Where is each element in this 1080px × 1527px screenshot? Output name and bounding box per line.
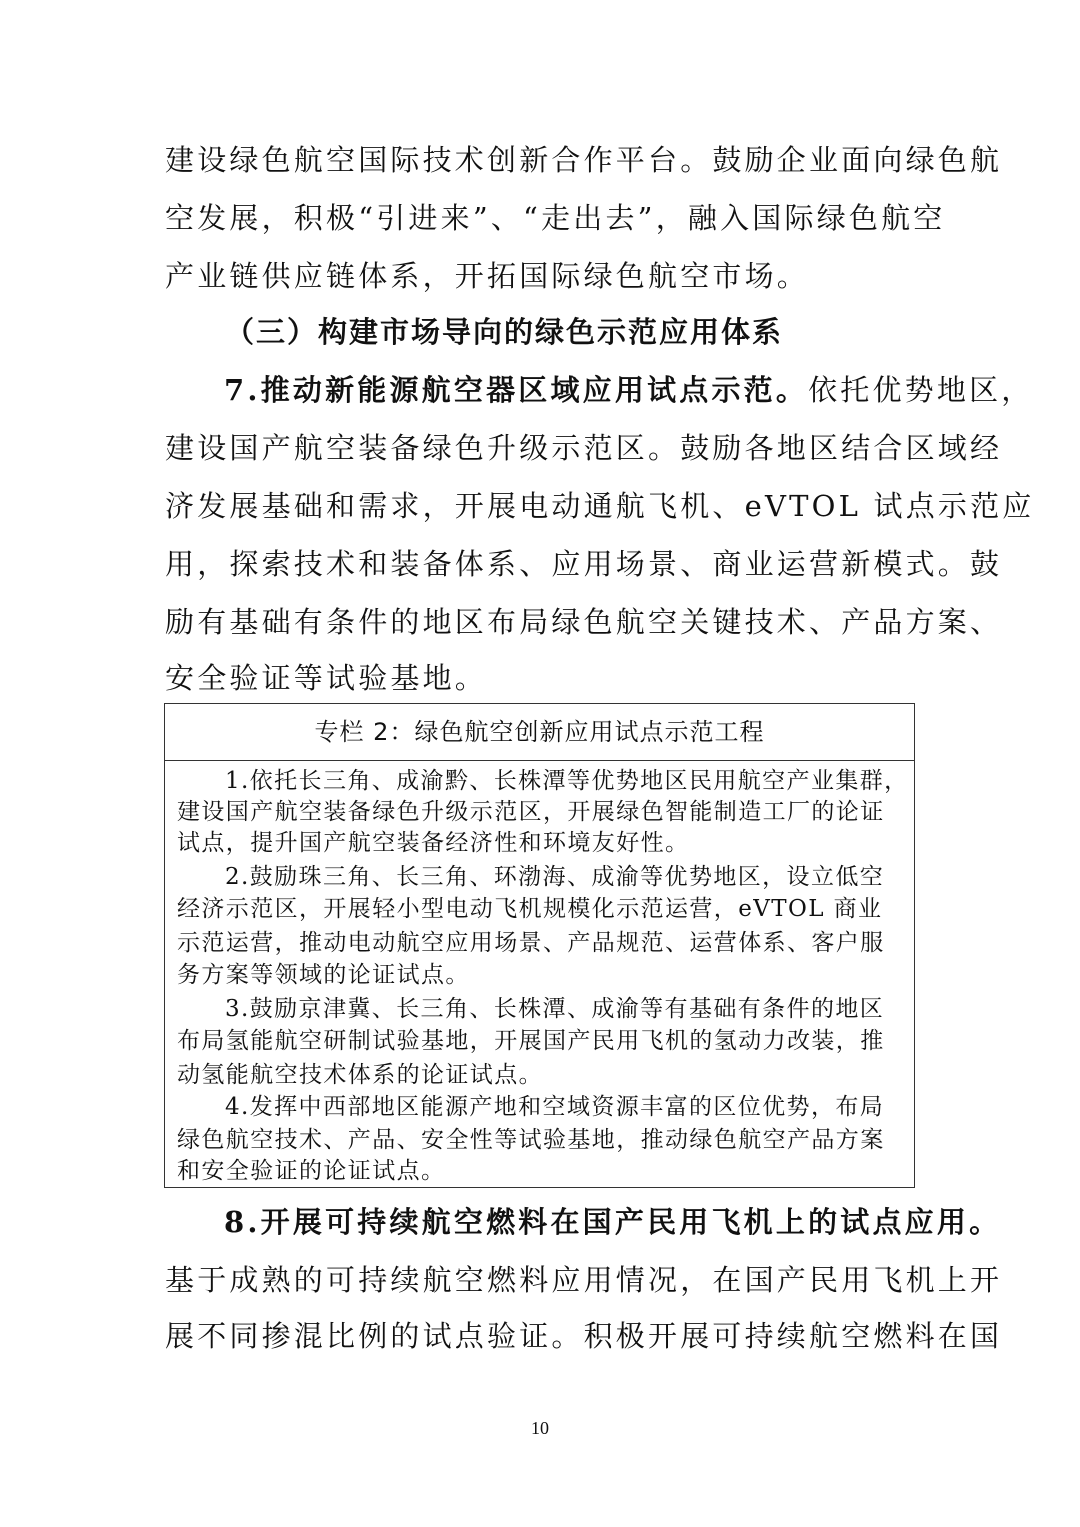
box-line: 动氢能航空技术体系的论证试点。 xyxy=(177,1062,543,1088)
paragraph-line: 建设绿色航空国际技术创新合作平台。鼓励企业面向绿色航 xyxy=(165,143,1003,177)
box-line: 示范运营，推动电动航空应用场景、产品规范、运营体系、客户服 xyxy=(177,930,885,956)
box-line: 绿色航空技术、产品、安全性等试验基地，推动绿色航空产品方案 xyxy=(177,1127,885,1153)
paragraph-line: 基于成熟的可持续航空燃料应用情况，在国产民用飞机上开 xyxy=(165,1263,1003,1297)
column-box xyxy=(164,703,915,1188)
item7-title: 7.推动新能源航空器区域应用试点示范。 xyxy=(224,373,809,407)
section-heading: （三）构建市场导向的绿色示范应用体系 xyxy=(225,315,784,349)
box-line: 经济示范区，开展轻小型电动飞机规模化示范运营，eVTOL 商业 xyxy=(177,896,883,922)
box-line: 试点，提升国产航空装备经济性和环境友好性。 xyxy=(177,830,690,856)
paragraph-line: 安全验证等试验基地。 xyxy=(165,661,488,695)
page-number: 10 xyxy=(531,1418,549,1438)
box-line: 和安全验证的论证试点。 xyxy=(177,1158,446,1184)
item7-first-line xyxy=(224,370,1034,410)
paragraph-line: 用，探索技术和装备体系、应用场景、商业运营新模式。鼓 xyxy=(165,547,1003,581)
paragraph-line: 建设国产航空装备绿色升级示范区。鼓励各地区结合区域经 xyxy=(165,431,1003,465)
item8-title: 8.开展可持续航空燃料在国产民用飞机上的试点应用。 xyxy=(224,1205,1002,1239)
paragraph-line: 展不同掺混比例的试点验证。积极开展可持续航空燃料在国 xyxy=(165,1319,1003,1353)
column-box-title: 专栏 2：绿色航空创新应用试点示范工程 xyxy=(165,704,914,761)
paragraph-line: 励有基础有条件的地区布局绿色航空关键技术、产品方案、 xyxy=(165,605,1003,639)
box-line: 3.鼓励京津冀、长三角、长株潭、成渝等有基础有条件的地区 xyxy=(225,996,885,1022)
box-line: 1.依托长三角、成渝黔、长株潭等优势地区民用航空产业集群， xyxy=(225,768,909,794)
paragraph-line: 空发展，积极“引进来”、“走出去”，融入国际绿色航空 xyxy=(165,201,946,235)
box-line: 4.发挥中西部地区能源产地和空域资源丰富的区位优势，布局 xyxy=(225,1094,885,1120)
item7-first-line-rest: 依托优势地区， xyxy=(808,373,1034,407)
box-line: 布局氢能航空研制试验基地，开展国产民用飞机的氢动力改装，推 xyxy=(177,1028,885,1054)
box-line: 建设国产航空装备绿色升级示范区，开展绿色智能制造工厂的论证 xyxy=(177,799,885,825)
paragraph-line: 产业链供应链体系，开拓国际绿色航空市场。 xyxy=(165,259,810,293)
paragraph-line: 济发展基础和需求，开展电动通航飞机、eVTOL 试点示范应 xyxy=(165,489,1035,523)
box-line: 2.鼓励珠三角、长三角、环渤海、成渝等优势地区，设立低空 xyxy=(225,864,885,890)
box-line: 务方案等领域的论证试点。 xyxy=(177,962,470,988)
